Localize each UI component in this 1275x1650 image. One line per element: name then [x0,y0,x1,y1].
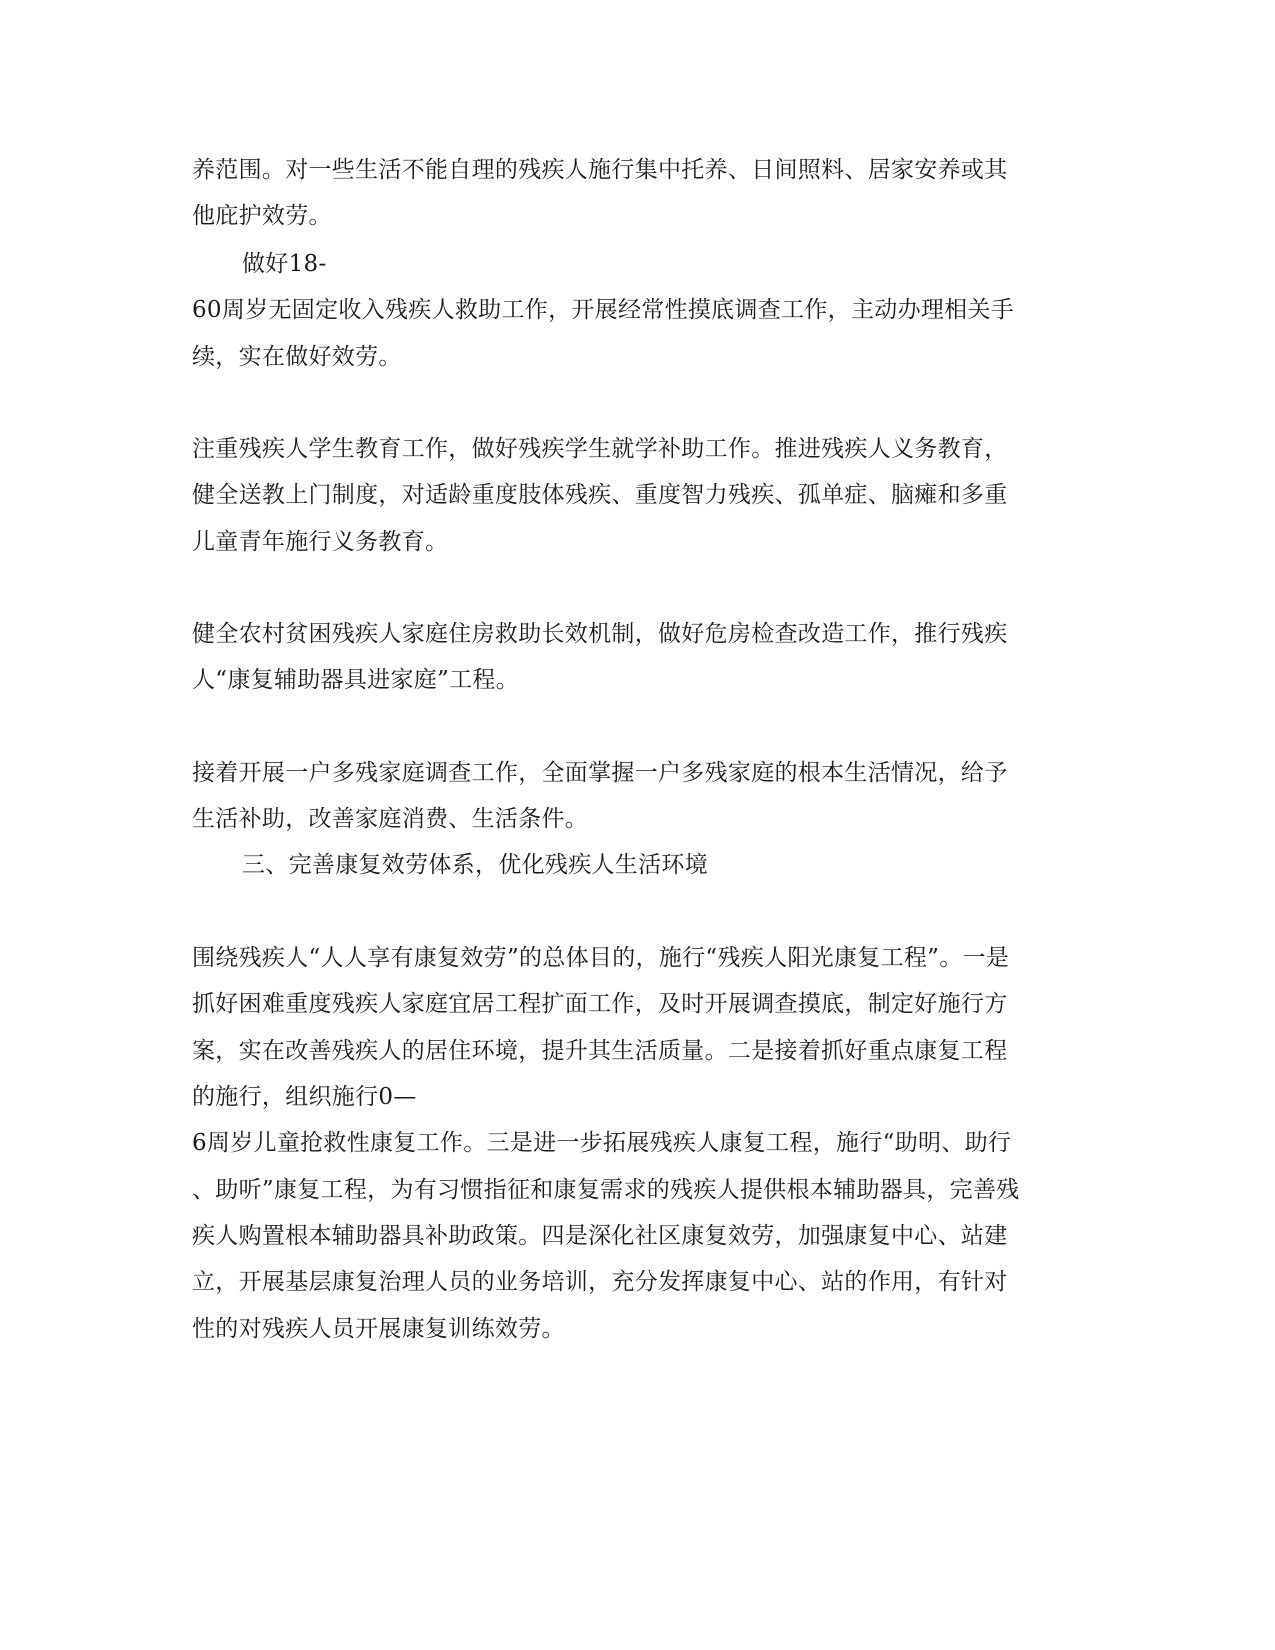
text-line: 案，实在改善残疾人的居住环境，提升其生活质量。二是接着抓好重点康复工程 [192,1038,1008,1064]
text-line: 立，开展基层康复治理人员的业务培训，充分发挥康复中心、站的作用，有针对 [192,1269,1008,1295]
text-line: 生活补助，改善家庭消费、生活条件。 [192,806,589,832]
text-line: 6周岁儿童抢救性康复工作。三是进一步拓展残疾人康复工程，施行“助明、助行 [192,1130,1012,1156]
text-line: 健全送教上门制度，对适龄重度肢体残疾、重度智力残疾、孤单症、脑瘫和多重 [192,482,1008,508]
text-line: 围绕残疾人“人人享有康复效劳”的总体目的，施行“残疾人阳光康复工程”。一是 [192,945,1010,971]
text-line: 抓好困难重度残疾人家庭宜居工程扩面工作，及时开展调查摸底，制定好施行方 [192,991,1008,1017]
text-line: 、助听”康复工程，为有习惯指征和康复需求的残疾人提供根本辅助器具，完善残 [192,1177,1020,1203]
text-line: 健全农村贫困残疾人家庭住房救助长效机制，做好危房检查改造工作，推行残疾 [192,621,1008,647]
section-heading: 三、完善康复效劳体系，优化残疾人生活环境 [242,852,708,878]
text-line: 的施行，组织施行0— [192,1084,417,1110]
text-line: 儿童青年施行义务教育。 [192,529,449,555]
text-line: 人“康复辅助器具进家庭”工程。 [192,667,520,693]
text-line: 做好18- [242,251,327,277]
text-line: 养范围。对一些生活不能自理的残疾人施行集中托养、日间照料、居家安养或其 [192,157,1008,183]
text-line: 注重残疾人学生教育工作，做好残疾学生就学补助工作。推进残疾人义务教育， [192,436,1008,462]
text-line: 疾人购置根本辅助器具补助政策。四是深化社区康复效劳，加强康复中心、站建 [192,1223,1008,1249]
text-line: 性的对残疾人员开展康复训练效劳。 [192,1316,565,1342]
text-line: 60周岁无固定收入残疾人救助工作，开展经常性摸底调查工作，主动办理相关手 [192,297,1015,323]
text-line: 续，实在做好效劳。 [192,344,402,370]
text-line: 接着开展一户多残家庭调查工作，全面掌握一户多残家庭的根本生活情况，给予 [192,760,1008,786]
text-line: 他庇护效劳。 [192,203,332,229]
